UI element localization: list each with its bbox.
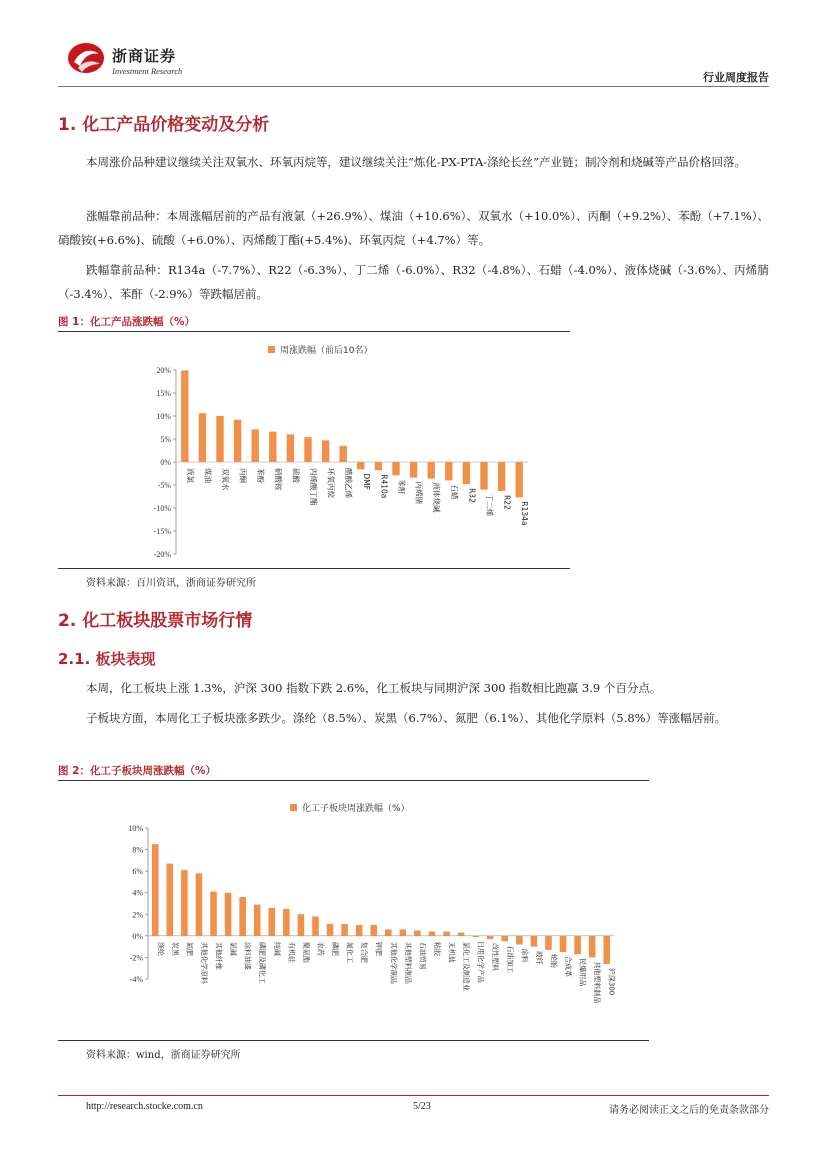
figure-1-chart	[58, 334, 570, 566]
bar	[167, 864, 174, 936]
report-type: 行业周度报告	[703, 71, 769, 84]
bar	[287, 434, 294, 462]
category-label: 涂料油漆	[243, 941, 252, 970]
figure-1-source: 资料来源：百川资讯，浙商证券研究所	[86, 578, 256, 589]
footer-disclaimer: 请务必阅读正文之后的免责条款部分	[609, 1105, 769, 1116]
section-2-1-paragraph-2: 子板块方面，本周化工子板块涨多跌少。涤纶（8.5%）、炭黑（6.7%）、氮肥（6.1%）、其他化学原料（5.8%）等涨幅居前。	[86, 711, 727, 725]
bar	[458, 933, 465, 936]
page-number: 5/23	[413, 1101, 431, 1112]
bar	[414, 930, 421, 935]
y-tick-label: 15%	[156, 389, 171, 398]
category-label: 丙酮	[238, 468, 248, 483]
y-tick-label: -2%	[129, 953, 143, 963]
section-2-1-title: 2.1. 板块表现	[58, 650, 156, 668]
figure-2-source: 资料来源：wind，浙商证券研究所	[86, 1050, 241, 1061]
category-label: 合成革	[564, 956, 573, 978]
category-label: 液氯	[185, 468, 195, 483]
y-tick-label: 20%	[156, 366, 171, 375]
category-label: R22	[502, 494, 512, 510]
legend-swatch	[268, 346, 275, 353]
section-2-1-paragraph-1: 本周，化工板块上涨 1.3%，沪深 300 指数下跌 2.6%，化工板块与同期沪深 300 指数相比跑赢 3.9 个百分点。	[86, 681, 662, 695]
category-label: 其他塑料制品	[403, 941, 412, 984]
footer-url[interactable]: http://research.stocke.com.cn	[86, 1101, 203, 1112]
bar	[428, 462, 435, 479]
bar	[269, 908, 276, 936]
bar	[254, 905, 261, 936]
bar	[199, 413, 206, 462]
category-label: R410a	[379, 474, 389, 499]
category-label: 民爆用品	[578, 958, 587, 987]
figure-2-bottom-rule	[58, 1040, 649, 1041]
category-label: 粘胶	[432, 941, 441, 956]
bar	[341, 924, 348, 936]
category-label: 无机盐	[447, 941, 456, 963]
y-tick-label: 8%	[132, 845, 143, 855]
category-label: 玻纤	[534, 950, 543, 965]
bar	[152, 844, 159, 936]
section-1-paragraph-3: 跌幅靠前品种：R134a（-7.7%）、R22（-6.3%）、丁二烯（-6.0%）、R32（-4.8%）、石蜡（-4.0%）、液体烧碱（-3.6%）、丙烯腈（-3.4%）、苯酐（-2.9%）等跌幅居前。	[58, 263, 769, 301]
bar	[502, 936, 509, 941]
bar	[298, 914, 305, 936]
bar	[516, 936, 523, 945]
bar	[370, 925, 377, 936]
bar	[356, 925, 363, 936]
bar	[210, 892, 217, 936]
category-label: 丙烯腈	[414, 481, 424, 505]
category-label: 苯酐	[397, 479, 406, 495]
bar	[385, 929, 392, 935]
bar	[443, 932, 450, 936]
figure-2-title: 图 2：化工子板块周涨跌幅（%）	[58, 765, 216, 777]
y-tick-label: 10%	[156, 412, 171, 421]
bar	[560, 936, 567, 952]
bar	[234, 420, 241, 462]
bar	[487, 936, 494, 939]
bar	[603, 936, 610, 964]
category-label: 硝酸铵	[273, 468, 283, 491]
category-label: 有机硅	[287, 941, 296, 963]
category-label: 改性塑料	[491, 943, 500, 972]
y-tick-label: -4%	[129, 975, 143, 984]
figure-2-chart	[58, 783, 649, 1037]
bar	[269, 432, 276, 462]
bar	[445, 462, 452, 480]
y-tick-label: 6%	[132, 867, 143, 877]
y-tick-label: 5%	[160, 435, 171, 444]
category-label: 氯化工及制造业	[462, 941, 471, 991]
bar	[322, 440, 329, 462]
category-label: 石油贸易	[418, 941, 427, 970]
bar	[480, 462, 487, 490]
category-label: 丁二烯	[485, 493, 494, 517]
y-tick-label: 10%	[128, 824, 143, 833]
bar	[181, 370, 188, 462]
legend-label: 周涨跌幅（前后10名）	[280, 346, 373, 356]
bar	[400, 929, 407, 935]
bar	[574, 936, 581, 954]
category-label: 氯碱	[229, 941, 238, 956]
y-tick-label: -15%	[153, 527, 171, 536]
brand-name-en: Investment Research	[112, 66, 183, 76]
bar	[304, 437, 311, 462]
legend-label: 化工子板块周涨跌幅（%）	[302, 804, 410, 814]
category-label: DMF	[361, 473, 371, 490]
section-1-paragraph-2: 涨幅靠前品种：本周涨幅居前的产品有液氯（+26.9%）、煤油（+10.6%）、双氧水（+10.0%）、丙酮（+9.2%）、苯酚（+7.1%）、硝酸铵(+6.6%)、硫酸（+6.0%）、丙烯酸丁酯(+5.4%)、环氧丙烷（+4.7%）等。	[58, 209, 769, 247]
bar	[472, 936, 479, 937]
bar	[463, 462, 470, 484]
bar	[516, 462, 523, 497]
category-label: 苯酚	[256, 468, 266, 483]
bar	[252, 429, 259, 462]
figure-1-bottom-rule	[58, 568, 570, 569]
logo-icon	[66, 40, 106, 76]
section-1-title: 1. 化工产品价格变动及分析	[58, 115, 270, 135]
category-label: 石蜡	[449, 484, 459, 500]
bar	[327, 924, 334, 936]
category-label: 其他纤维	[214, 941, 223, 970]
y-tick-label: 0%	[160, 458, 171, 467]
category-label: 炭黑	[170, 941, 179, 956]
category-label: 环氧丙烷	[326, 468, 336, 498]
bar	[225, 893, 232, 936]
category-label: 农药	[316, 941, 325, 956]
category-label: 氮肥	[185, 941, 194, 956]
category-label: 液体烧碱	[432, 482, 442, 513]
bar	[589, 936, 596, 958]
bar	[531, 936, 538, 947]
header-divider	[58, 86, 769, 87]
bar	[498, 462, 505, 491]
category-label: 日用化学产品	[476, 940, 485, 983]
category-label: 石油加工	[505, 945, 514, 974]
bar	[392, 462, 399, 475]
bar	[340, 446, 347, 462]
category-label: 钾肥	[374, 941, 383, 956]
category-label: 纯碱	[272, 941, 281, 956]
y-tick-label: 4%	[132, 888, 143, 898]
bar	[196, 873, 203, 936]
category-label: 煤油	[203, 468, 213, 483]
category-label: 涂料	[520, 948, 529, 963]
y-tick-label: -5%	[157, 481, 171, 490]
bar	[410, 462, 417, 478]
brand-name: 浙商证券	[112, 47, 177, 65]
y-tick-label: -20%	[153, 550, 171, 559]
y-tick-label: 2%	[132, 910, 143, 920]
category-label: 磷肥及磷化工	[258, 941, 267, 984]
bar	[283, 909, 290, 936]
category-label: 氟化工	[345, 941, 354, 963]
bar	[312, 916, 319, 935]
footer-divider	[58, 1095, 769, 1096]
figure-1-title: 图 1：化工产品涨跌幅（%）	[58, 316, 195, 328]
bar	[216, 416, 223, 462]
figure-2-top-rule	[58, 780, 649, 781]
bar	[429, 932, 436, 936]
category-label: 其他化学原料	[199, 941, 208, 984]
category-label: 聚氨酯	[301, 941, 310, 963]
category-label: 复合肥	[360, 941, 369, 963]
category-label: 沪深300	[607, 967, 616, 996]
category-label: 丙烯酸丁酯	[309, 468, 318, 506]
category-label: 磷肥	[331, 941, 340, 956]
category-label: 其他化学制品	[389, 941, 398, 984]
bar	[357, 462, 364, 469]
category-label: 涤纶	[156, 941, 165, 956]
bar	[545, 936, 552, 950]
category-label: 其他塑料制品	[593, 961, 602, 1004]
category-label: R134a	[520, 501, 530, 526]
bar	[375, 462, 382, 470]
legend-swatch	[290, 804, 297, 811]
section-2-title: 2. 化工板块股票市场行情	[58, 611, 253, 631]
section-1-paragraph-1: 本周涨价品种建议继续关注双氧水、环氧丙烷等，建议继续关注“炼化-PX-PTA-涤纶长丝”产业链；制冷剂和烧碱等产品价格回落。	[86, 155, 747, 169]
y-tick-label: -10%	[153, 504, 171, 513]
figure-1-top-rule	[58, 331, 570, 332]
bar	[239, 897, 246, 936]
category-label: 醋酸乙烯	[344, 468, 354, 498]
category-label: R32	[467, 488, 477, 503]
category-label: 轮胎	[549, 953, 558, 968]
category-label: 双氧水	[221, 468, 230, 491]
y-tick-label: 0%	[132, 931, 143, 941]
bar	[181, 870, 188, 936]
category-label: 硫酸	[291, 468, 301, 483]
